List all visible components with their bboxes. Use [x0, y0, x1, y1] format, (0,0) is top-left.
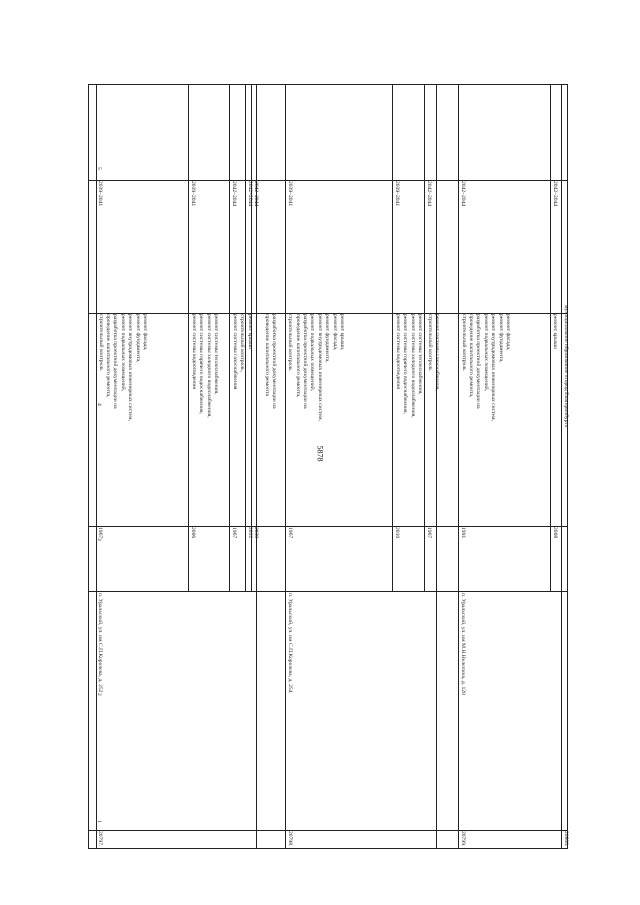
- record-number: 20797.: [97, 831, 103, 847]
- period: 2039–2041: [394, 181, 400, 207]
- separator: [89, 526, 567, 527]
- period: 2042–2044: [426, 181, 432, 207]
- build-year: 2006: [190, 527, 196, 539]
- work-list: ремонт крыши: [247, 314, 253, 350]
- separator: [89, 591, 567, 592]
- record-address: п. Уральский, ул. им С.П.Королева, д. 254: [287, 593, 293, 693]
- period: 2042–2044: [460, 181, 466, 207]
- record-address: п. Уральский, ул. им М.Н.Нелепина, д. 120: [460, 593, 466, 695]
- work-list: ремонт системы теплоснабжения, ремонт системы холодного водоснабжения, ремонт системы горячего водоснабжения, ремонт системы водоотведения: [394, 314, 423, 418]
- build-year: 1967: [97, 527, 103, 539]
- build-year: 2010: [394, 527, 400, 539]
- period: 2042–2044: [247, 181, 253, 207]
- work-list: разработка проектной документации на проведение капитального ремонта: [263, 314, 277, 409]
- repair-schedule-table: 5 4 3 2 1 20797. п. Уральский, ул. им С.П.Королева, д. 252 1967 ремонт фасада, ремонт фундамента, ремонт внутридомовых инженерных систем, ремонт подвальных помещений, разработка проектной документации на проведение капитального ремонта, строительный контроль 2039–2041 2006 ремонт системы теплоснабжения, ремонт системы холодного водоснабжения, ремонт системы горячего водоснабжения, ремонт системы водоотведения 2039–2041 1967 строительный контроль, ремонт системы газоснабжения 2042–2044 2012 ремонт крыши 2042–2044 2039 разработка проектной документации на проведение капитального ремонта 2042–2044 20798. п. Уральский, ул. им С.П.Королева, д. 254 1967 ремонт крыши, ремонт фасада, ремонт фундамента, ремонт внутридомовых инженерных систем, ремонт подвальных помещений, разработка проектной документации на проведение капитального ремонта, строительный контроль 2039–2041 2010 ремонт системы теплоснабжения, ремонт системы холодного водоснабжения, ремонт системы горячего водоснабжения, ремонт системы водоотведения 2039–2041 1967 ремонт системы газоснабжения, строительный контроль 2042–2044 20799. п. Уральский, ул. им М.Н.Нелепина, д. 120 1991 ремонт фасада, ремонт фундамента, ремонт внутридомовых инженерных систем, ремонт подвальных помещений, разработка проектной документации на проведение капитального ремонта, строительный контроль 2042–2044 2008 ремонт крыши 2042–2044 20800. муниципальное образование «город Екатеринбург»: [88, 84, 568, 849]
- record-number: 20798.: [287, 831, 293, 847]
- separator: [436, 85, 437, 848]
- separator: [561, 85, 562, 848]
- separator: [89, 180, 567, 181]
- period: 2042–2044: [253, 181, 259, 207]
- period: 2039–2041: [287, 181, 293, 207]
- work-list: ремонт крыши: [552, 314, 558, 350]
- build-year: 1991: [460, 527, 466, 539]
- separator: [251, 85, 252, 591]
- build-year: 1967: [231, 527, 237, 539]
- work-list: строительный контроль, ремонт системы газоснабжения: [231, 314, 245, 390]
- build-year: 1967: [426, 527, 432, 539]
- period: 2039–2041: [190, 181, 196, 207]
- record-number: 20799.: [460, 831, 466, 847]
- period: 2042–2044: [552, 181, 558, 207]
- period: 2039–2041: [97, 181, 103, 207]
- record-number: 20800.: [563, 831, 569, 847]
- build-year: 1967: [287, 527, 293, 539]
- period: 2042–2044: [231, 181, 237, 207]
- work-list: ремонт фасада, ремонт фундамента, ремонт внутридомовых инженерных систем, ремонт подвальных помещений, разработка проектной документации на проведение капитального ремонта, строительный контроль: [97, 314, 148, 421]
- work-list: ремонт системы теплоснабжения, ремонт системы холодного водоснабжения, ремонт системы горячего водоснабжения, ремонт системы водоотведения: [190, 314, 219, 418]
- build-year: 2012: [247, 527, 253, 539]
- page-number: 5878: [315, 445, 325, 461]
- section-title: муниципальное образование «город Екатеринбург»: [563, 305, 569, 428]
- separator: [89, 830, 567, 831]
- build-year: 2039: [253, 527, 259, 539]
- record-address: п. Уральский, ул. им С.П.Королева, д. 252: [97, 593, 103, 693]
- work-list: ремонт системы газоснабжения, строительный контроль: [426, 314, 440, 391]
- work-list: ремонт фасада, ремонт фундамента, ремонт внутридомовых инженерных систем, ремонт подвальных помещений, разработка проектной документации на проведение капитального ремонта, строительный контроль: [460, 314, 511, 421]
- work-list: ремонт крыши, ремонт фасада, ремонт фундамента, ремонт внутридомовых инженерных систем, ремонт подвальных помещений, разработка проектной документации на проведение капитального ремонта, строительный контроль: [287, 314, 345, 421]
- build-year: 2008: [552, 527, 558, 539]
